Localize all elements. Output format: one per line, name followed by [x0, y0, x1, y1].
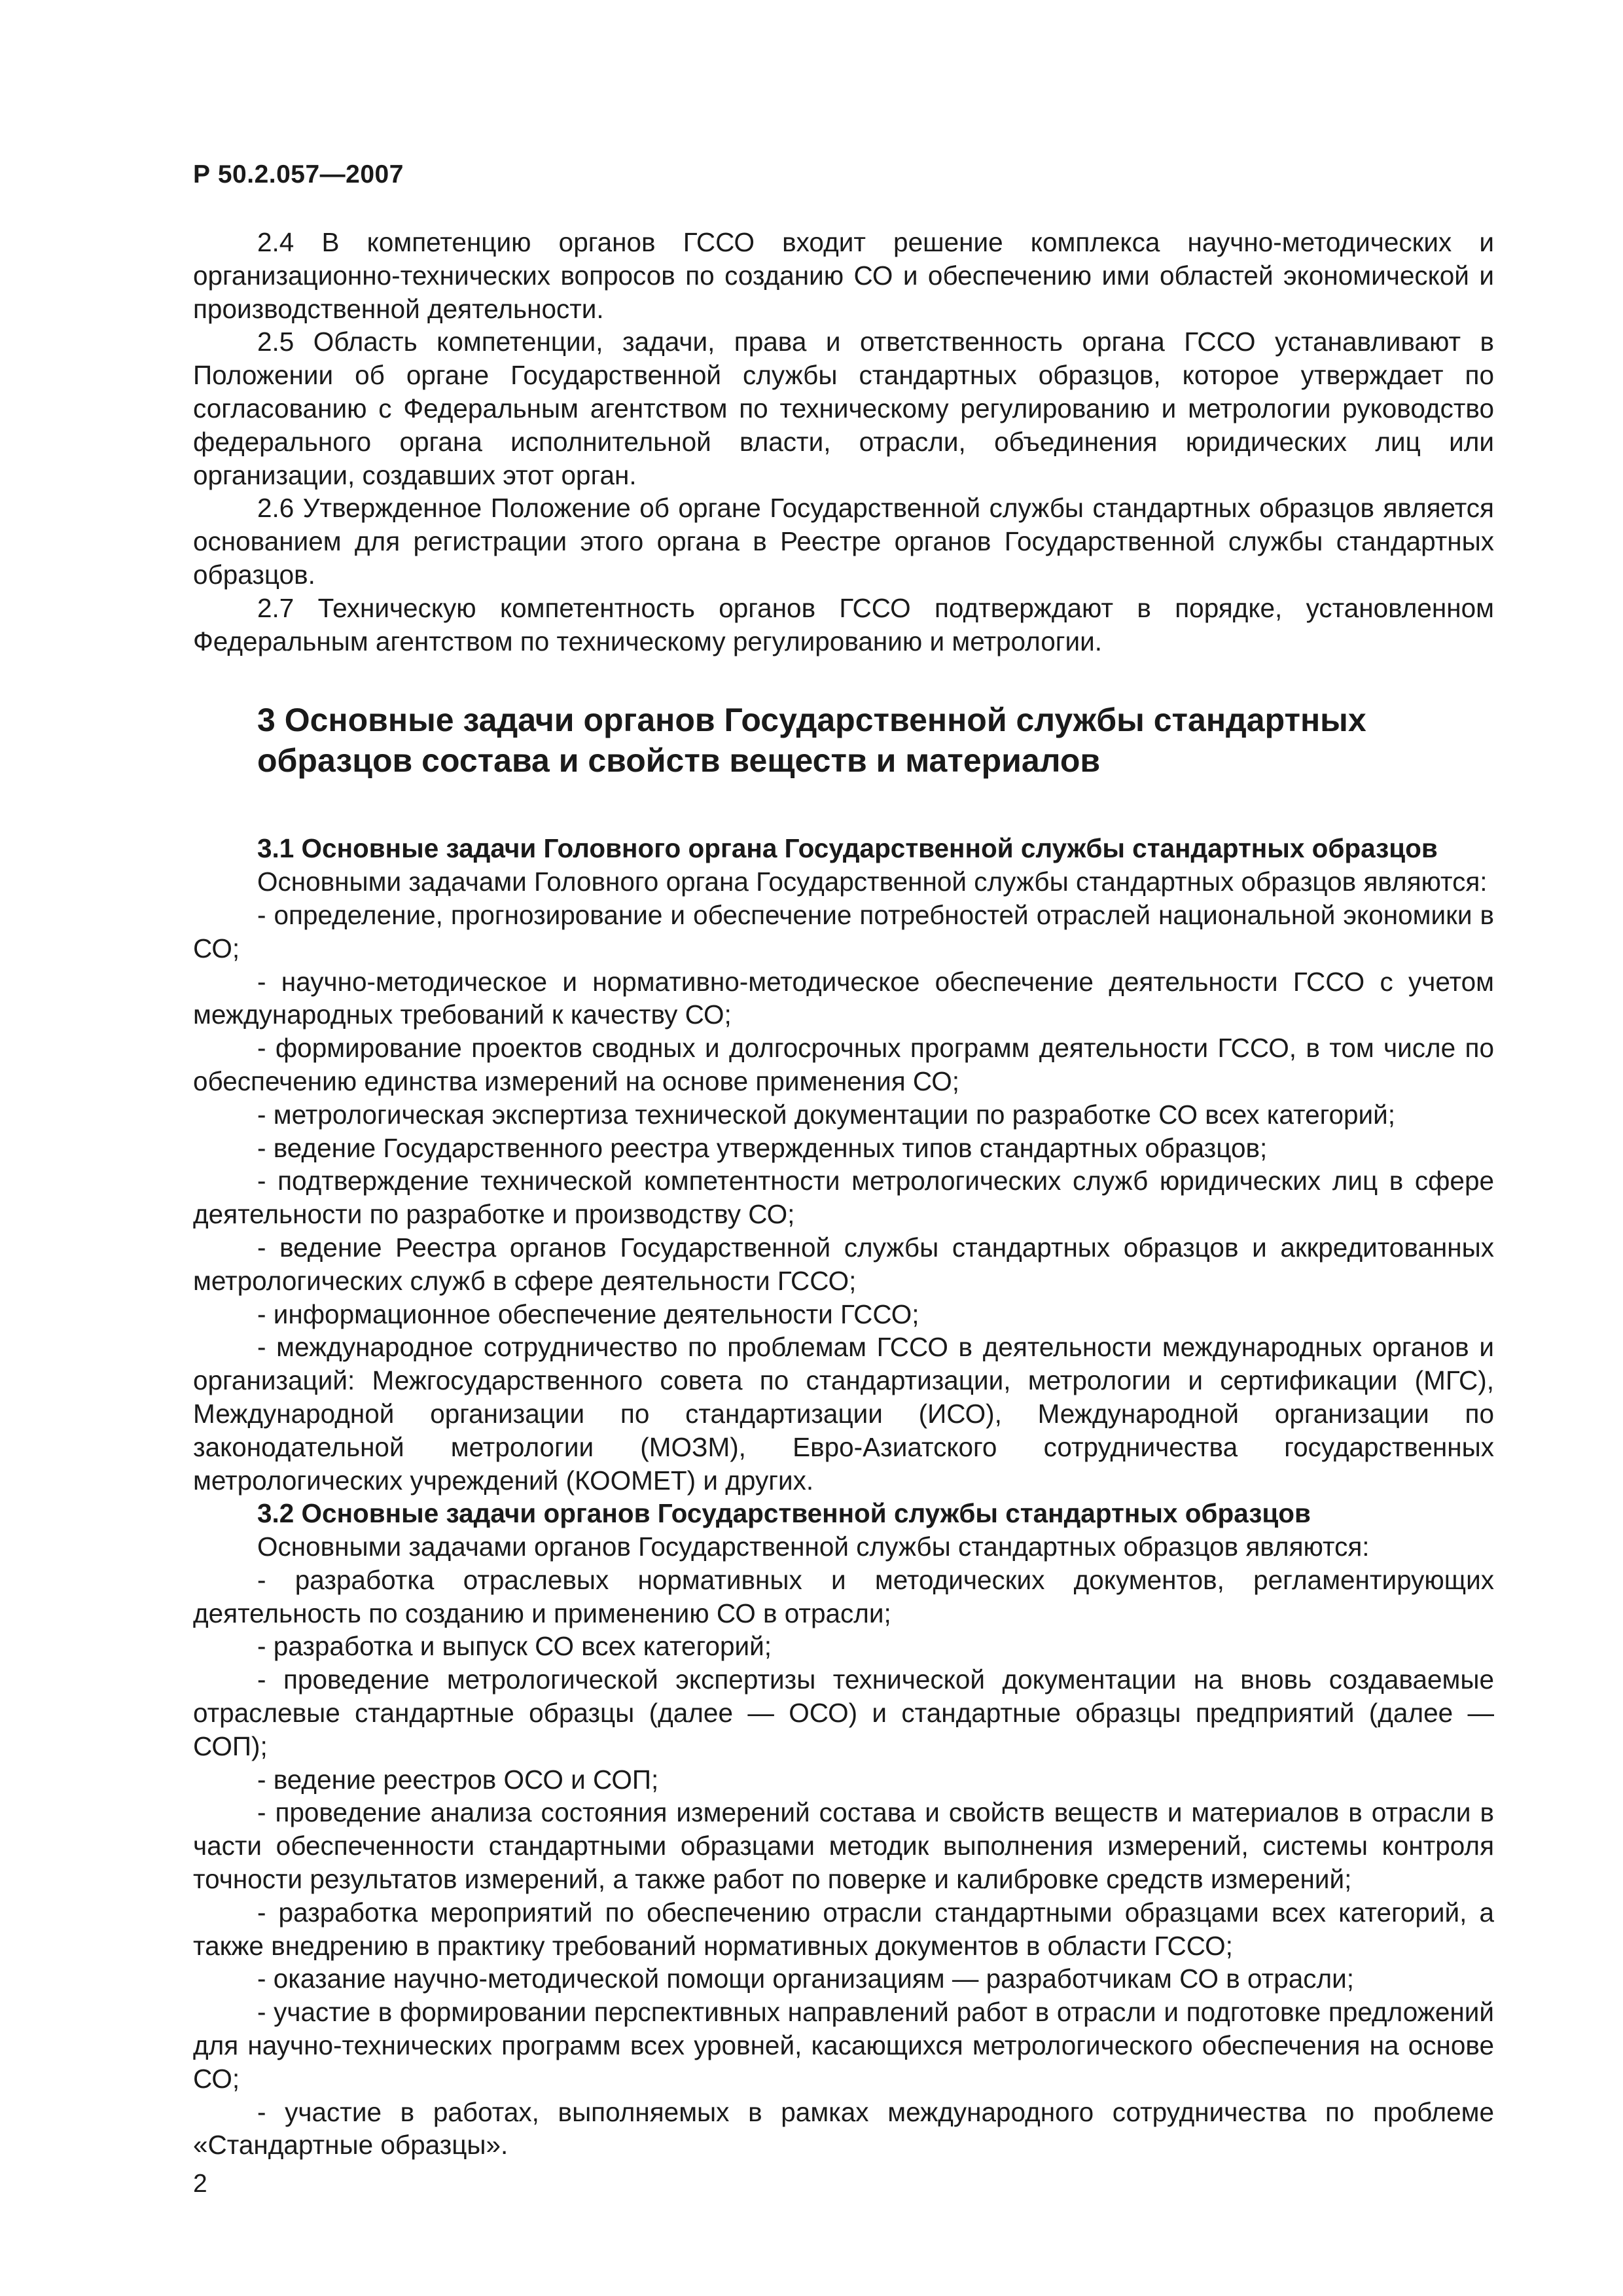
list-item: - ведение Государственного реестра утвержденных типов стандартных образцов;: [257, 1132, 1268, 1163]
list-item: - информационное обеспечение деятельности ГССО;: [257, 1299, 919, 1329]
subsection-3-2-title: 3.2 Основные задачи органов Государственной службы стандартных образцов: [257, 1498, 1311, 1529]
list-item: - ведение реестров ОСО и СОП;: [257, 1764, 659, 1795]
list-item: - оказание научно-методической помощи организациям — разработчикам СО в отрасли;: [257, 1964, 1354, 1994]
subsection-3-1-title: 3.1 Основные задачи Головного органа Государственной службы стандартных образцов: [257, 833, 1438, 864]
page-number: 2: [193, 2170, 207, 2198]
paragraph-2-7: 2.7 Техническую компетентность органов ГССО подтверждают в порядке, установленном Федеральным агентством по техническому регулированию и метрологии.: [193, 592, 1494, 656]
list-item: - разработка отраслевых нормативных и методических документов, регламентирующих деятельность по созданию и применению СО в отрасли;: [193, 1564, 1494, 1628]
list-item: - проведение анализа состояния измерений состава и свойств веществ и материалов в отрасли в части обеспеченности стандартными образцами методик выполнения измерений, системы контроля точности результатов измерений, а также работ по поверке и калибровке средств измерений;: [193, 1797, 1494, 1895]
list-item: - проведение метрологической экспертизы технической документации на вновь создаваемые отраслевые стандартные образцы (далее — ОСО) и стандартные образцы предприятий (далее — СОП);: [193, 1664, 1494, 1761]
list-item: - разработка мероприятий по обеспечению отрасли стандартными образцами всех категорий, а также внедрению в практику требований нормативных документов в области ГССО;: [193, 1897, 1494, 1961]
list-item: - ведение Реестра органов Государственной службы стандартных образцов и аккредитованных метрологических служб в сфере деятельности ГССО;: [193, 1232, 1494, 1296]
paragraph-2-4: 2.4 В компетенцию органов ГССО входит решение комплекса научно-методических и организационно-технических вопросов по созданию СО и обеспечению ими областей экономической и производственной деятельности.: [193, 227, 1494, 324]
list-item: - метрологическая экспертиза технической документации по разработке СО всех категорий;: [257, 1099, 1396, 1130]
subsection-3-1-intro: Основными задачами Головного органа Государственной службы стандартных образцов являются:: [257, 867, 1488, 897]
paragraph-2-6: 2.6 Утвержденное Положение об органе Государственной службы стандартных образцов является основанием для регистрации этого органа в Реестре органов Государственной службы стандартных образцов.: [193, 493, 1494, 590]
subsection-3-2-intro: Основными задачами органов Государственной службы стандартных образцов являются:: [257, 1532, 1370, 1562]
section-3-title: 3 Основные задачи органов Государственной службы стандартных образцов состава и свойств веществ и материалов: [257, 702, 1366, 780]
list-item: - научно-методическое и нормативно-методическое обеспечение деятельности ГССО с учетом международных требований к качеству СО;: [193, 966, 1494, 1030]
list-item: - участие в работах, выполняемых в рамках международного сотрудничества по проблеме «Стандартные образцы».: [193, 2096, 1494, 2161]
paragraph-2-5: 2.5 Область компетенции, задачи, права и ответственность органа ГССО устанавливают в Положении об органе Государственной службы стандартных образцов, которое утверждает по согласованию с Федеральным агентством по техническому регулированию и метрологии руководство федерального органа исполнительной власти, отрасли, объединения юридических лиц или организации, создавших этот орган.: [193, 327, 1494, 490]
document-body: [193, 226, 1494, 2162]
document-code: Р 50.2.057—2007: [193, 160, 404, 188]
list-item: - разработка и выпуск СО всех категорий;: [257, 1631, 772, 1662]
list-item: - подтверждение технической компетентности метрологических служб юридических лиц в сфере деятельности по разработке и производству СО;: [193, 1166, 1494, 1230]
list-item: - формирование проектов сводных и долгосрочных программ деятельности ГССО, в том числе по обеспечению единства измерений на основе применения СО;: [193, 1033, 1494, 1096]
list-item: - международное сотрудничество по проблемам ГССО в деятельности международных органов и организаций: Межгосударственного совета по стандартизации, метрологии и сертификации (МГС), Международной организации по стандартизации (ИСО), Международной организации по законодательной метрологии (МОЗМ), Евро-Азиатского сотрудничества государственных метрологических учреждений (КООМЕТ) и других.: [193, 1332, 1494, 1496]
list-item: - участие в формировании перспективных направлений работ в отрасли и подготовке предложений для научно-технических программ всех уровней, касающихся метрологического обеспечения на основе СО;: [193, 1997, 1494, 2094]
list-item: - определение, прогнозирование и обеспечение потребностей отраслей национальной экономики в СО;: [193, 899, 1494, 963]
